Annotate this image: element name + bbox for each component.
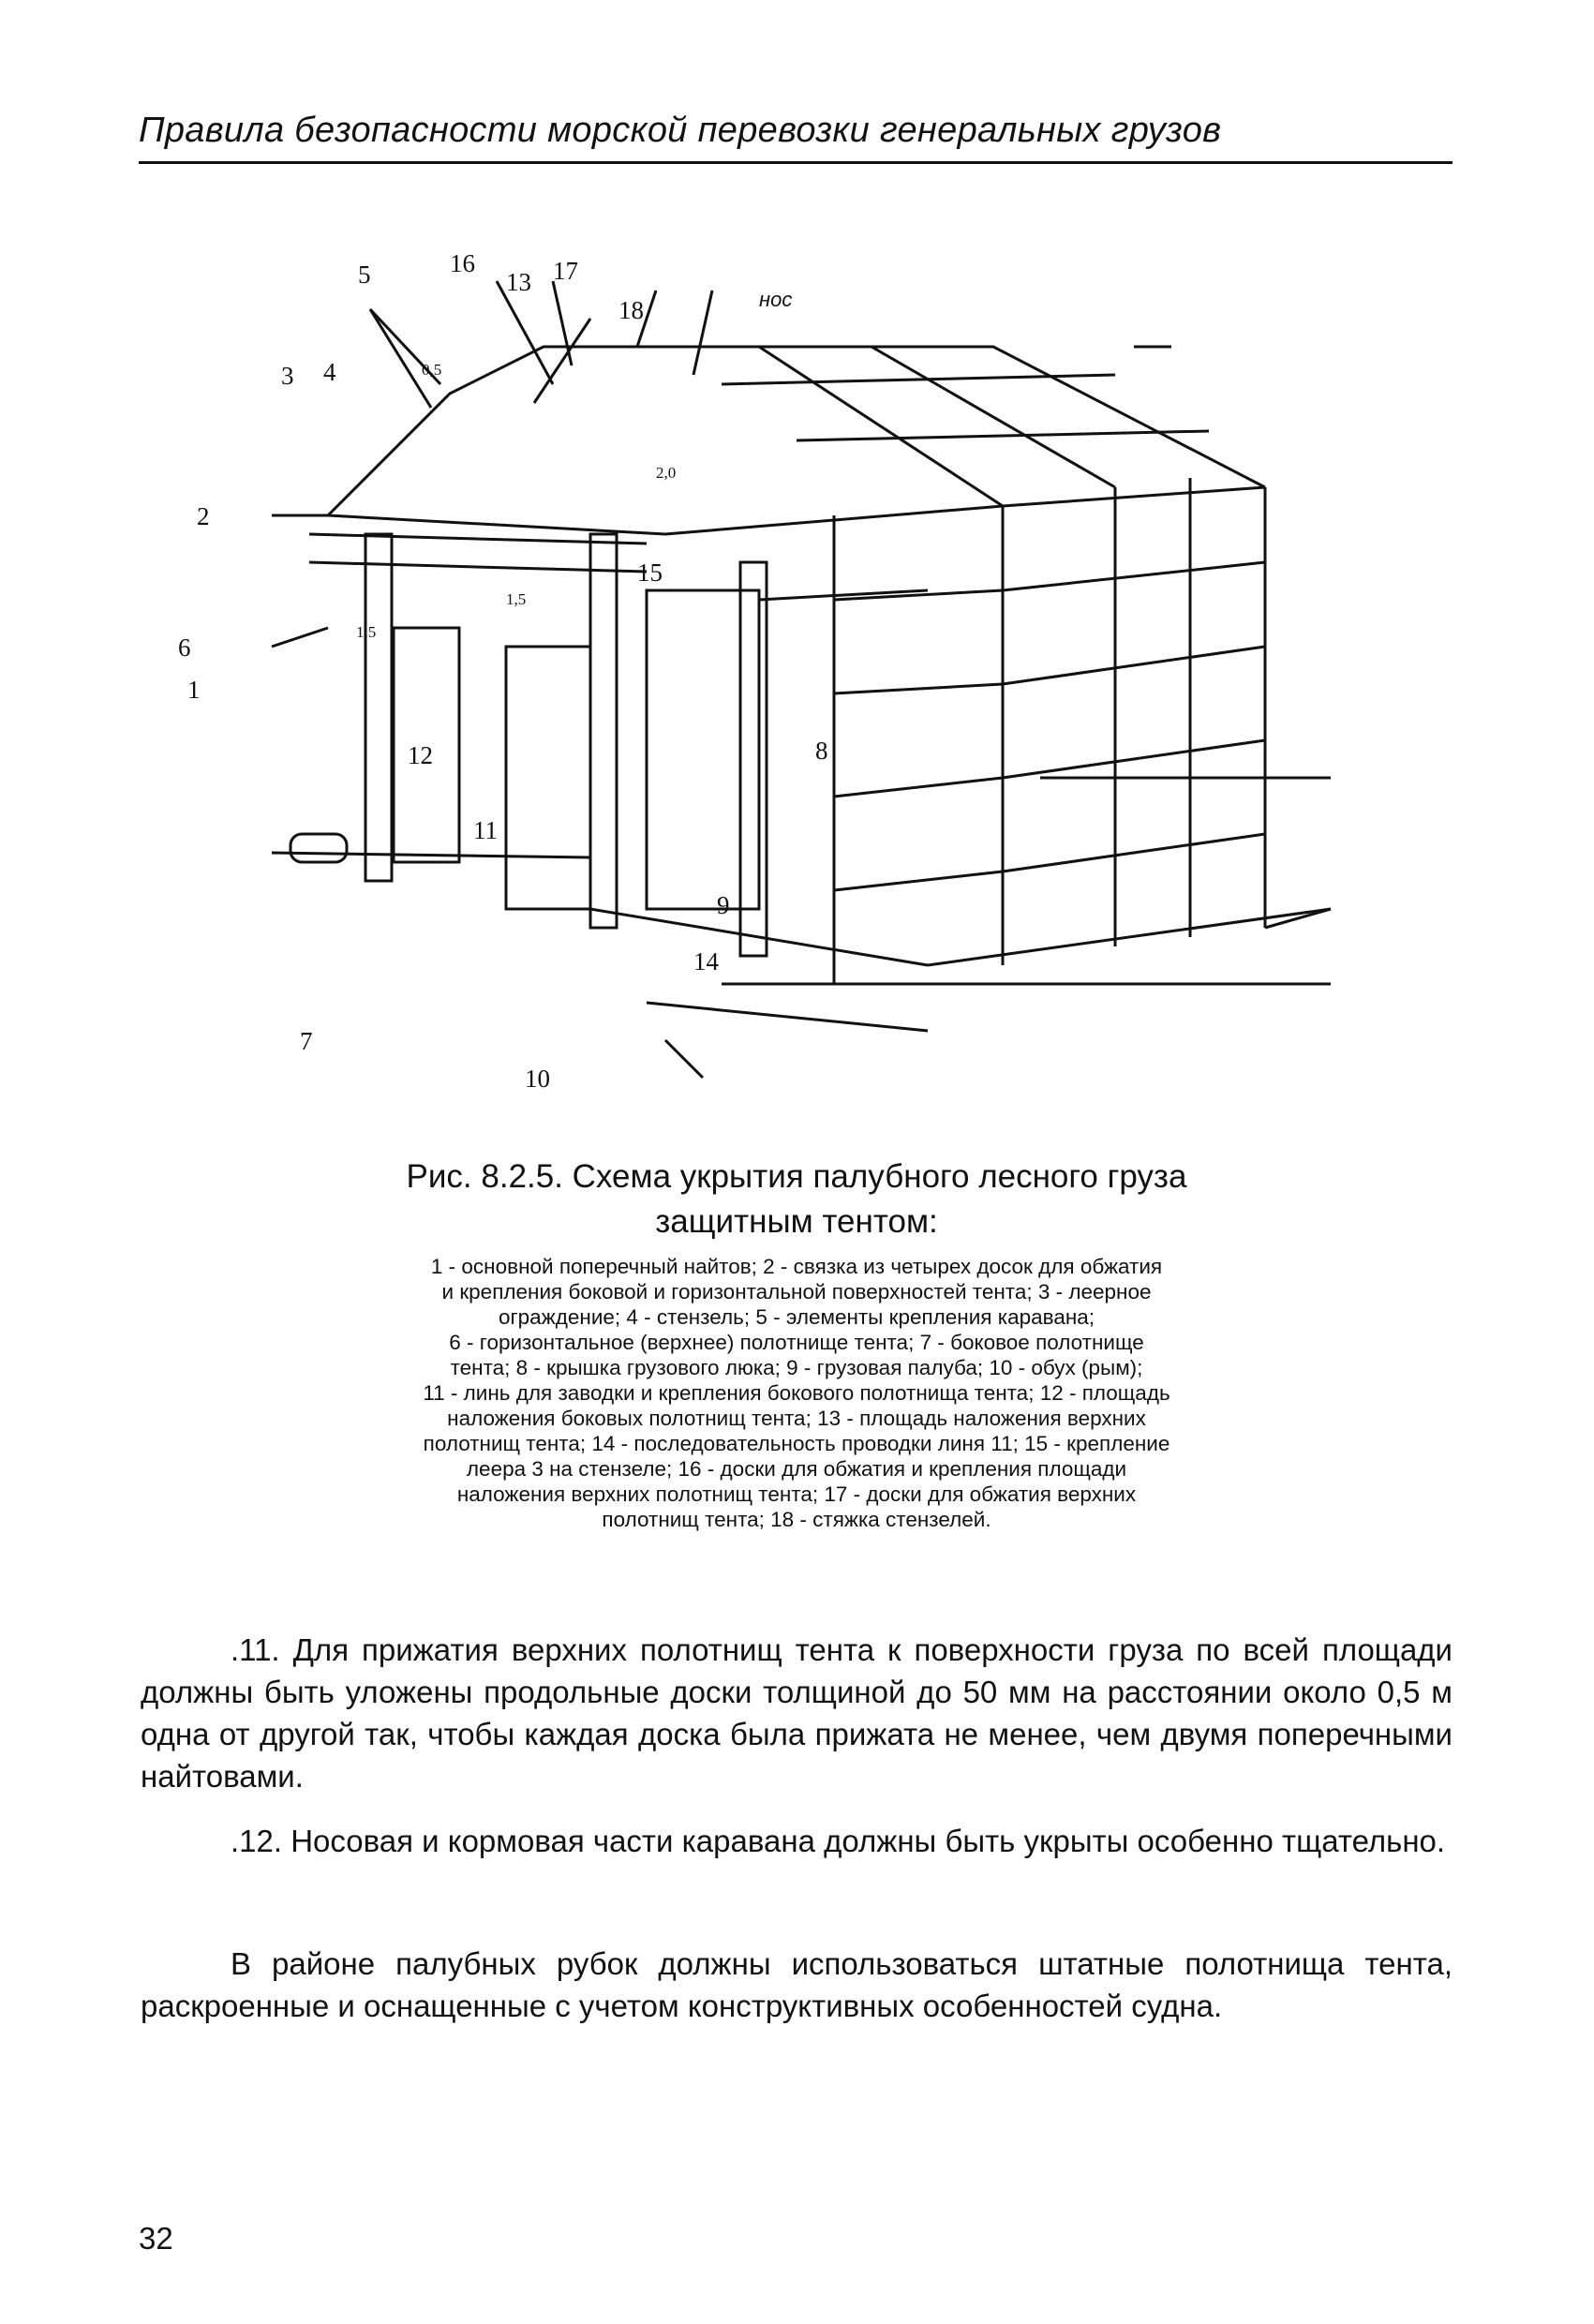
legend-line: 6 - горизонтальное (верхнее) полотнище тента; 7 - боковое полотнище bbox=[449, 1331, 1144, 1354]
callout-1: 1 bbox=[187, 676, 201, 704]
legend-line: полотнищ тента; 18 - стяжка стензелей. bbox=[602, 1508, 991, 1531]
figure-deck-cargo-tarpaulin-scheme bbox=[178, 249, 1331, 1134]
callout-12: 12 bbox=[408, 741, 433, 769]
callout-14: 14 bbox=[693, 947, 719, 976]
dimension-label-0-5: 0,5 bbox=[422, 361, 442, 379]
callout-7: 7 bbox=[300, 1027, 313, 1055]
legend-line: полотнищ тента; 14 - последовательность проводки линя 11; 15 - крепление bbox=[423, 1432, 1170, 1455]
callout-11: 11 bbox=[473, 816, 498, 844]
header-rule bbox=[139, 161, 1452, 164]
paragraph-12 bbox=[141, 1820, 1452, 1862]
figure-caption-title bbox=[281, 1155, 1312, 1244]
figure-drawing bbox=[178, 249, 1331, 1134]
callout-15: 15 bbox=[637, 559, 663, 587]
callout-2: 2 bbox=[197, 502, 210, 530]
bow-direction-label: нос bbox=[759, 288, 793, 311]
figure-caption-line-2: защитным тентом: bbox=[655, 1203, 938, 1240]
legend-line: тента; 8 - крышка грузового люка; 9 - грузовая палуба; 10 - обух (рым); bbox=[450, 1356, 1143, 1379]
figure-caption-line-1: Рис. 8.2.5. Схема укрытия палубного лесного груза bbox=[406, 1158, 1187, 1195]
paragraph-11-text: .11. Для прижатия верхних полотнищ тента к поверхности груза по всей площади должны быть уложены продольные доски толщиной до 50 мм на расстоянии около 0,5 м одна от другой так, чтобы каждая доска была прижата не менее, чем двумя поперечными найтовами. bbox=[141, 1632, 1452, 1794]
callout-8: 8 bbox=[815, 737, 828, 765]
legend-line: 1 - основной поперечный найтов; 2 - связка из четырех досок для обжатия bbox=[430, 1255, 1163, 1278]
legend-line: наложения верхних полотнищ тента; 17 - доски для обжатия верхних bbox=[456, 1482, 1137, 1506]
legend-line: ограждение; 4 - стензель; 5 - элементы крепления каравана; bbox=[498, 1305, 1095, 1329]
callout-16: 16 bbox=[450, 249, 475, 277]
dimension-label-2-0: 2,0 bbox=[656, 464, 677, 482]
callout-6: 6 bbox=[178, 633, 191, 662]
callout-17: 17 bbox=[553, 257, 578, 285]
paragraph-deckhouses-text: В районе палубных рубок должны использоваться штатные полотнища тента, раскроенные и оснащенные с учетом конструктивных особенностей судна. bbox=[141, 1946, 1452, 2023]
callout-18: 18 bbox=[618, 296, 644, 324]
running-header: Правила безопасности морской перевозки генеральных грузов bbox=[139, 111, 1222, 150]
dimension-label-1-5-top: 1,5 bbox=[506, 590, 527, 608]
legend-line: наложения боковых полотнищ тента; 13 - площадь наложения верхних bbox=[447, 1407, 1146, 1430]
callout-3: 3 bbox=[281, 362, 294, 390]
paragraph-11 bbox=[141, 1629, 1452, 1797]
page-number: 32 bbox=[139, 2221, 173, 2256]
figure-legend bbox=[281, 1254, 1312, 1532]
legend-line: 11 - линь для заводки и крепления бокового полотнища тента; 12 - площадь bbox=[423, 1381, 1170, 1405]
paragraph-12-text: .12. Носовая и кормовая части каравана должны быть укрыты особенно тщательно. bbox=[231, 1824, 1446, 1858]
callout-13: 13 bbox=[506, 268, 531, 296]
callout-9: 9 bbox=[717, 891, 730, 919]
dimension-label-1-5-side: 1,5 bbox=[356, 623, 377, 641]
legend-line: и крепления боковой и горизонтальной поверхностей тента; 3 - леерное bbox=[441, 1280, 1152, 1304]
callout-5: 5 bbox=[358, 261, 371, 289]
paragraph-deckhouses bbox=[141, 1943, 1452, 2027]
callout-10: 10 bbox=[525, 1065, 550, 1093]
legend-line: леера 3 на стензеле; 16 - доски для обжатия и крепления площади bbox=[466, 1457, 1127, 1481]
callout-4: 4 bbox=[323, 358, 336, 386]
